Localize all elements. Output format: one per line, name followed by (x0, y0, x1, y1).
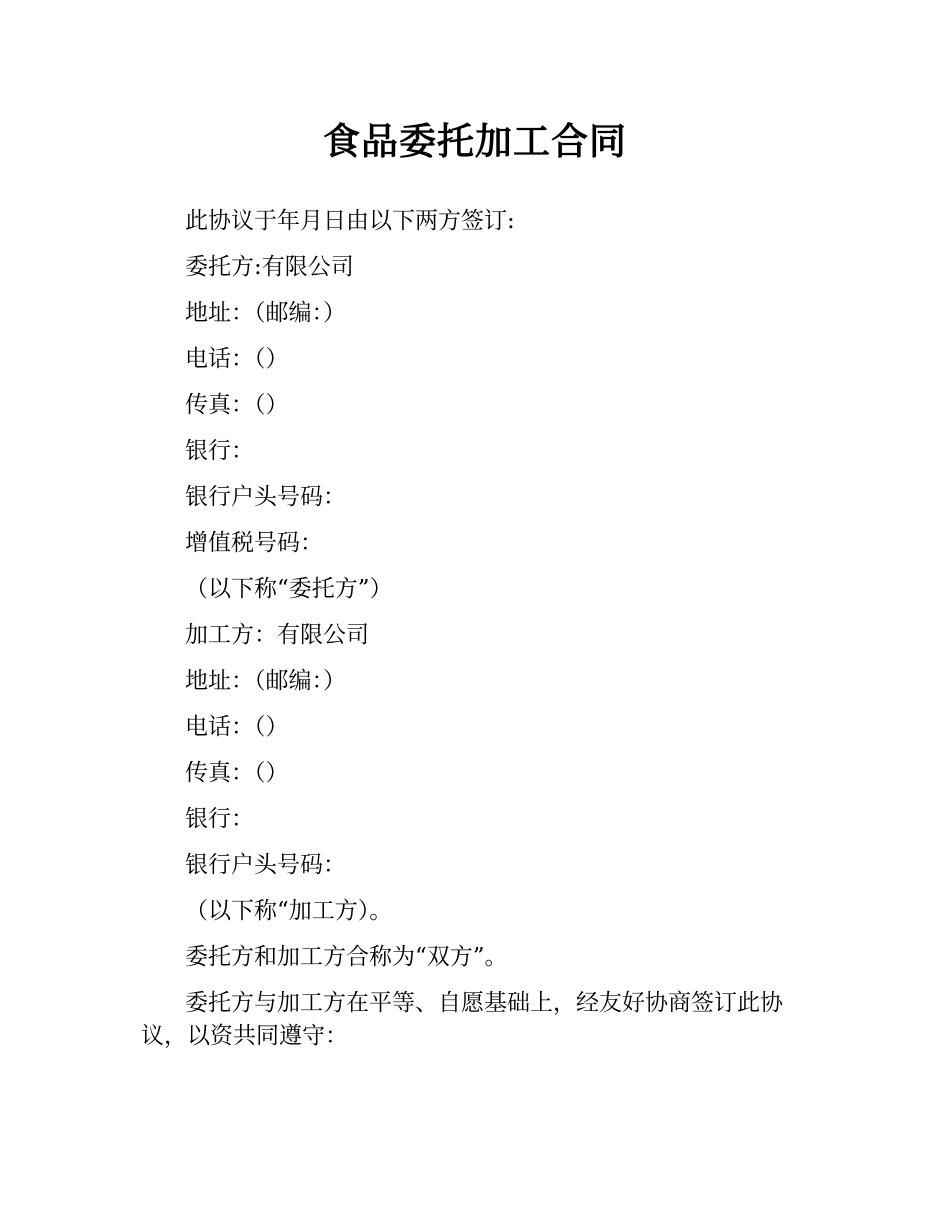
document-title: 食品委托加工合同 (323, 120, 627, 163)
paragraph-processor-address: 地址：（邮编：） (185, 668, 346, 694)
paragraph-processor-fax: 传真：（） (185, 760, 289, 786)
paragraph-client-vat-number: 增值税号码： (185, 530, 323, 556)
paragraph-processor-bank: 银行： (185, 806, 254, 832)
paragraph-client-bank: 银行： (185, 438, 254, 464)
paragraph-client-bank-account: 银行户头号码： (185, 484, 346, 510)
paragraph-client-fax: 传真：（） (185, 392, 289, 418)
paragraph-processor-name: 加工方：有限公司 (185, 622, 369, 648)
document-body (141, 198, 811, 1053)
paragraph-processor-bank-account: 银行户头号码： (185, 852, 346, 878)
paragraph-parties-definition: 委托方和加工方合称为“双方”。 (185, 944, 508, 970)
paragraph-closing-statement: 委托方与加工方在平等、自愿基础上，经友好协商签订此协议，以资共同遵守： (141, 990, 783, 1049)
paragraph-client-name: 委托方:有限公司 (185, 254, 354, 280)
paragraph-processor-alias: （以下称“加工方）。 (185, 898, 393, 924)
paragraph-client-phone: 电话：（） (185, 346, 289, 372)
paragraph-processor-phone: 电话：（） (185, 714, 289, 740)
paragraph-client-address: 地址：（邮编：） (185, 300, 346, 326)
paragraph-agreement-date: 此协议于年月日由以下两方签订: (185, 208, 515, 234)
paragraph-client-alias: （以下称“委托方”） (185, 576, 393, 602)
